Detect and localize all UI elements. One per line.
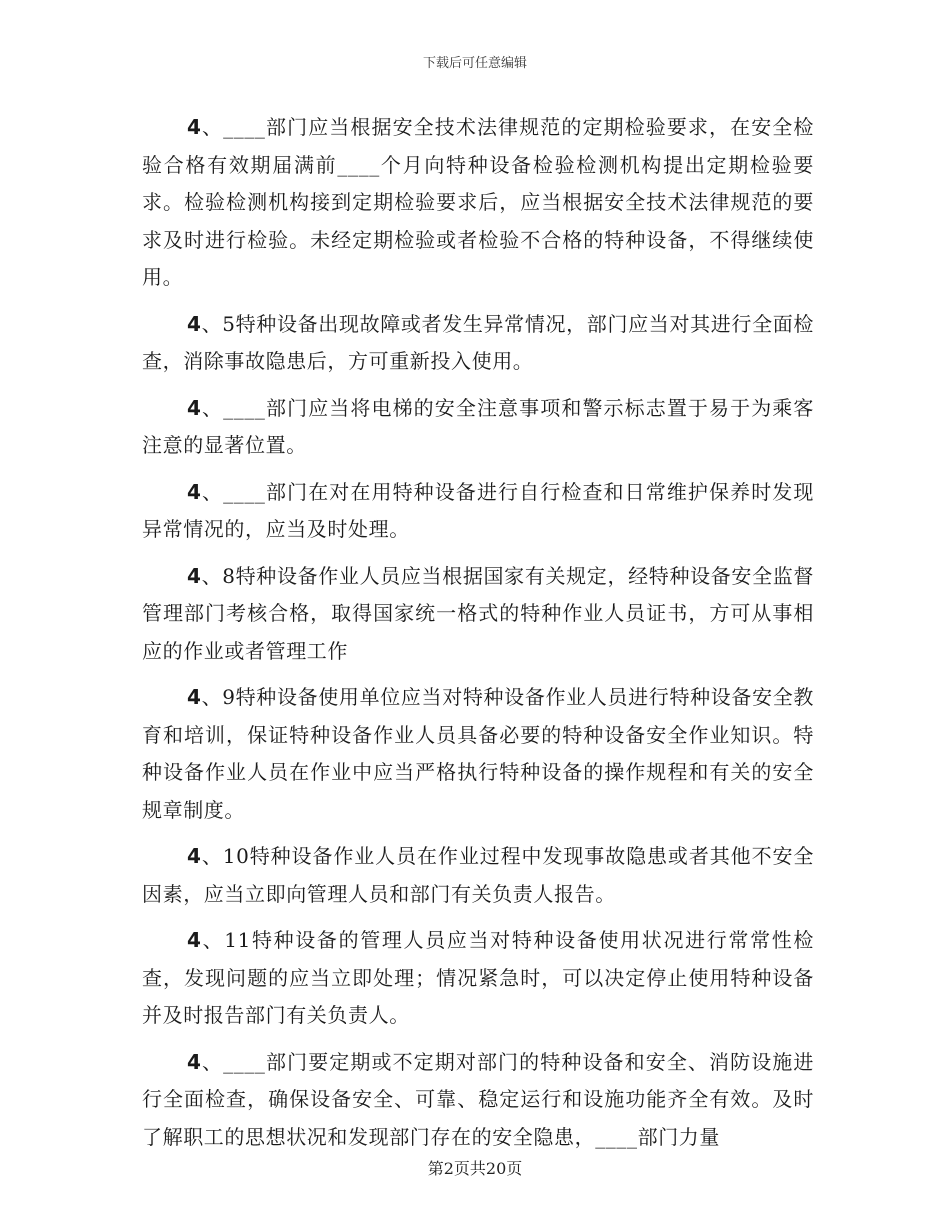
paragraph-text: 、8特种设备作业人员应当根据国家有关规定，经特种设备安全监督管理部门考核合格，取得国家统一格式的特种作业人员证书，方可从事相应的作业或者管理工作: [142, 563, 814, 663]
paragraph: [142, 306, 814, 381]
paragraph: [142, 390, 814, 465]
item-number: 4: [187, 563, 202, 588]
item-number: 4: [187, 685, 202, 709]
item-number: 4: [187, 115, 202, 139]
paragraph-text: 、10特种设备作业人员在作业过程中发现事故隐患或者其他不安全因素，应当立即向管理人员和部门有关负责人报告。: [142, 844, 814, 906]
paragraph-text: 、____部门要定期或不定期对部门的特种设备和安全、消防设施进行全面检查，确保设备安全、可靠、稳定运行和设施功能齐全有效。及时了解职工的思想状况和发现部门存在的安全隐患，____部门力量: [142, 1049, 814, 1149]
paragraph: [142, 922, 814, 1035]
item-number: 4: [187, 311, 202, 336]
paragraph: [142, 838, 814, 913]
paragraph: [142, 109, 814, 297]
paragraph-text: 、____部门应当根据安全技术法律规范的定期检验要求，在安全检验合格有效期届满前____个月向特种设备检验检测机构提出定期检验要求。检验检测机构接到定期检验要求后，应当根据安全技术法律规范的要求及时进行检验。未经定期检验或者检验不合格的特种设备，不得继续使用。: [142, 115, 814, 289]
paragraph: [142, 558, 814, 671]
paragraph: [142, 474, 814, 549]
item-number: 4: [187, 479, 202, 504]
page-number: 第2页共20页: [427, 1159, 523, 1178]
document-body: [142, 109, 814, 1165]
item-number: 4: [187, 928, 202, 952]
item-number: 4: [187, 1049, 202, 1074]
item-number: 4: [187, 395, 202, 420]
paragraph-text: 、5特种设备出现故障或者发生异常情况，部门应当对其进行全面检查，消除事故隐患后，方可重新投入使用。: [142, 311, 814, 373]
paragraph: [142, 679, 814, 829]
paragraph-text: 、____部门应当将电梯的安全注意事项和警示标志置于易于为乘客注意的显著位置。: [142, 395, 814, 457]
item-number: 4: [187, 844, 202, 868]
paragraph-text: 、____部门在对在用特种设备进行自行检查和日常维护保养时发现异常情况的，应当及时处理。: [142, 479, 814, 541]
page-header: 下载后可任意编辑: [422, 56, 527, 71]
paragraph-text: 、9特种设备使用单位应当对特种设备作业人员进行特种设备安全教育和培训，保证特种设备作业人员具备必要的特种设备安全作业知识。特种设备作业人员在作业中应当严格执行特种设备的操作规程和有关的安全规章制度。: [142, 685, 814, 822]
paragraph-text: 、11特种设备的管理人员应当对特种设备使用状况进行常常性检查，发现问题的应当立即处理；情况紧急时，可以决定停止使用特种设备并及时报告部门有关负责人。: [142, 928, 814, 1027]
paragraph: [142, 1044, 814, 1157]
